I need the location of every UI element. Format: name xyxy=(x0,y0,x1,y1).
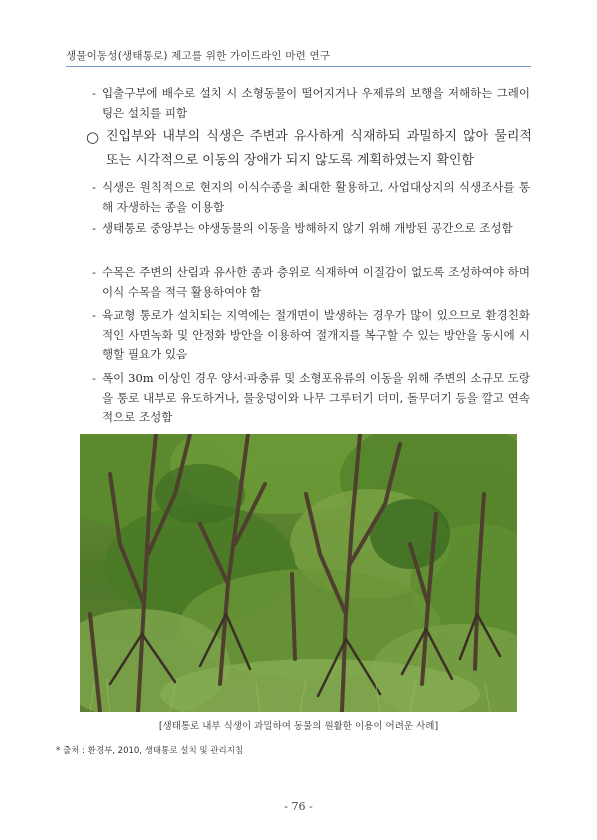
dash-marker: - xyxy=(92,180,96,194)
bullet-text: 생태통로 중앙부는 야생동물의 이동을 방해하지 않기 위해 개방된 공간으로 조성함 xyxy=(102,221,513,235)
circle-marker: ○ xyxy=(86,128,100,146)
bullet-item-open-space xyxy=(92,219,530,239)
page-number: - 76 - xyxy=(284,800,313,813)
dash-marker: - xyxy=(92,265,96,279)
bullet-item-slope-restoration xyxy=(92,306,530,365)
figure-caption: [생태통로 내부 식생이 과밀하여 동물의 원활한 이용이 어려운 사례] xyxy=(158,721,439,732)
bullet-item-wide-passage xyxy=(92,369,530,428)
bullet-text: 폭이 30m 이상인 경우 양서·파충류 및 소형포유류의 이동을 위해 주변의 소규모 도랑을 통로 내부로 유도하거나, 물웅덩이와 나무 그루터기 더미, 돌무더기 등을 깔고 연속적으로 조성함 xyxy=(102,371,530,424)
bullet-text: 입출구부에 배수로 설치 시 소형동물이 떨어지거나 우제류의 보행을 저해하는 그레이팅은 설치를 피함 xyxy=(102,86,530,120)
bullet-text: 식생은 원칙적으로 현지의 이식수종을 최대한 활용하고, 사업대상지의 식생조사를 통해 자생하는 종을 이용함 xyxy=(102,180,530,214)
bullet-text: 수목은 주변의 산림과 유사한 종과 층위로 식재하여 이질감이 없도록 조성하여야 하며 이식 수목을 적극 활용하여야 함 xyxy=(102,265,530,299)
vegetation-photo xyxy=(80,434,517,712)
checklist-text: 진입부와 내부의 식생은 주변과 유사하게 식재하되 과밀하지 않아 물리적 또는 시각적으로 이동의 장애가 되지 않도록 계획하였는지 확인함 xyxy=(106,129,532,168)
running-header: 생물이동성(생태통로) 제고를 위한 가이드라인 마련 연구 xyxy=(66,50,331,62)
dash-marker: - xyxy=(92,371,96,385)
figure-source: * 출처 : 환경부, 2010, 생태통로 설치 및 관리지침 xyxy=(56,746,244,756)
dash-marker: - xyxy=(92,86,96,100)
bullet-text: 육교형 통로가 설치되는 지역에는 절개면이 발생하는 경우가 많이 있으므로 환경친화적인 사면녹화 및 안정화 방안을 이용하여 절개지를 복구할 수 있는 방안을 동시에 시행할 필요가 있음 xyxy=(102,308,530,361)
bullet-item-grating xyxy=(92,84,530,123)
bullet-item-tree-planting xyxy=(92,263,530,302)
header-divider xyxy=(66,66,531,67)
bullet-item-native-species xyxy=(92,178,530,217)
checklist-item-vegetation xyxy=(86,125,532,173)
dash-marker: - xyxy=(92,308,96,322)
dash-marker: - xyxy=(92,221,96,235)
